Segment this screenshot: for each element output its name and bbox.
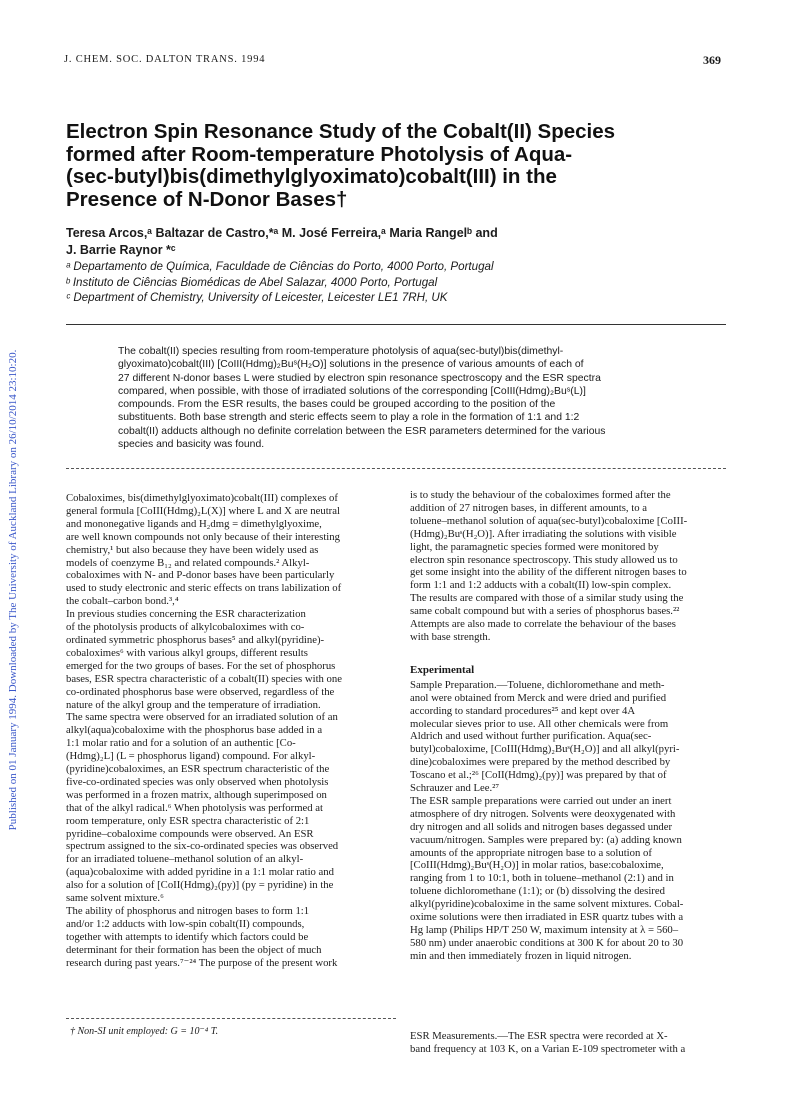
body-line: five-co-ordinated species was only observed when photolysis: [66, 775, 329, 788]
body-line: anol were obtained from Merck and were dried and purified: [410, 691, 667, 704]
affiliation-line: ᵃ Departamento de Química, Faculdade de Ciências do Porto, 4000 Porto, Portugal: [66, 260, 494, 273]
abstract-rule: [66, 468, 726, 469]
body-line: dry nitrogen and all solids and nitrogen bases degassed under: [410, 820, 673, 833]
body-line: ordinated symmetric phosphorus bases⁵ and alkyl(pyridine)-: [66, 633, 325, 646]
download-note: Published on 01 January 1994. Downloaded by The University of Auckland Library on 26/10/2014 23:10:20.: [7, 349, 19, 831]
author-line: J. Barrie Raynor *ᶜ: [66, 243, 176, 257]
body-line: together with attempts to identify which factors could be: [66, 930, 309, 943]
body-line: (Hdmg)₂L] (L = phosphorus ligand) compound. For alkyl-: [66, 750, 316, 763]
body-line: electron spin resonance spectroscopy. This study allowed us to: [410, 553, 678, 566]
article-title: [66, 121, 706, 211]
body-line: The results are compared with those of a similar study using the: [410, 592, 684, 605]
body-line: general formula [CoIII(Hdmg)₂L(X)] where L and X are neutral: [66, 504, 340, 517]
body-line: (Hdmg)₂Buˢ(H₂O)]. After irradiating the solutions with visible: [410, 527, 677, 540]
experimental-heading: Experimental: [410, 663, 475, 676]
body-line: vacuum/nitrogen. Samples were prepared by: (a) adding known: [410, 833, 682, 846]
body-line: nature of the alkyl group and the temperature of irradiation.: [66, 698, 321, 711]
abstract: [118, 345, 678, 451]
body-line: oxime solutions were then irradiated in ESR quartz tubes with a: [410, 911, 684, 924]
body-line: Attempts are also made to correlate the behaviour of the bases: [410, 618, 676, 631]
body-line: atmosphere of dry nitrogen. Solvents were deoxygenated with: [410, 807, 676, 820]
body-line: amounts of the appropriate nitrogen base to a solution of: [410, 846, 652, 859]
body-line: emerged for the two groups of bases. For the set of phosphorus: [66, 659, 336, 672]
body-line: Toscano et al.;²⁶ [CoII(Hdmg)₂(py)] was prepared by that of: [410, 769, 667, 782]
body-line: [CoIII(Hdmg)₂Buˢ(H₂O)] in molar ratios, base:cobaloxime,: [410, 859, 664, 872]
body-line: spectrum assigned to the six-co-ordinated species was observed: [66, 840, 339, 853]
left-column: [66, 492, 386, 970]
download-sidebar: [0, 150, 26, 1050]
body-line: light, the paramagnetic species formed were monitored by: [410, 540, 659, 553]
body-line: of the photolysis products of alkylcobaloximes with co-: [66, 621, 305, 634]
page-number: 369: [703, 53, 721, 67]
body-line: alkyl(aqua)cobaloxime with the phosphorus base added in a: [66, 724, 323, 737]
body-line: are well known compounds not only because of their interesting: [66, 530, 340, 543]
body-line: toluene dichloromethane (1:1); or (b) dissolving the desired: [410, 885, 665, 898]
abstract-line: glyoximato)cobalt(III) [CoIII(Hdmg)₂Buˢ(H₂O)] solutions in the presence of various amounts of each of: [118, 359, 584, 371]
body-line: The same spectra were observed for an irradiated solution of an: [66, 711, 338, 724]
body-line: The ESR sample preparations were carried out under an inert: [410, 794, 672, 807]
title-line: (sec-butyl)bis(dimethylglyoximato)cobalt(III) in the: [66, 165, 557, 188]
body-line: pyridine–cobaloxime compounds were observed. An ESR: [66, 827, 314, 840]
body-line: same cobalt compound but with a series of phosphorus bases.²²: [410, 605, 680, 618]
body-line: ESR Measurements.—The ESR spectra were recorded at X-: [410, 1030, 668, 1042]
body-line: determinant for their formation has been the object of much: [66, 943, 322, 956]
author-list: [66, 225, 666, 259]
body-line: that of the alkyl radical.⁶ When photolysis was performed at: [66, 801, 323, 814]
title-line: Presence of N-Donor Bases†: [66, 187, 348, 211]
title-line: formed after Room-temperature Photolysis of Aqua-: [66, 142, 573, 166]
body-line: room temperature, only ESR spectra characteristic of 2:1: [66, 814, 310, 827]
affiliation-line: ᶜ Department of Chemistry, University of Leicester, Leicester LE1 7RH, UK: [66, 291, 448, 304]
body-line: cobaloximes with N- and P-donor bases have been particularly: [66, 569, 335, 582]
esr-paragraph: [410, 1030, 730, 1056]
abstract-line: compared, when possible, with those of irradiated solutions of the corresponding [CoIII(Hdmg)₂Buˢ(L)]: [118, 385, 586, 397]
author-line: Teresa Arcos,ᵃ Baltazar de Castro,*ᵃ M. José Ferreira,ᵃ Maria Rangelᵇ and: [66, 226, 498, 240]
body-line: In previous studies concerning the ESR characterization: [66, 608, 306, 621]
affiliations: [66, 259, 686, 306]
body-line: also for a solution of [CoII(Hdmg)₂(py)] (py = pyridine) in the: [66, 879, 334, 892]
body-line: according to standard procedures²⁵ and kept over 4A: [410, 704, 636, 717]
body-line: alkyl(pyridine)cobaloxime in the same solvent mixtures. Cobal-: [410, 898, 684, 911]
body-line: same solvent mixture.⁶: [66, 892, 164, 905]
abstract-line: 27 different N-donor bases L were studied by electron spin resonance spectroscopy and the ESR spectra: [118, 372, 601, 384]
body-line: for an irradiated toluene–methanol solution of an alkyl-: [66, 853, 304, 866]
body-line: ranging from 1 to 10:1, both in toluene–methanol (2:1) and in: [410, 872, 674, 885]
right-column: [410, 489, 730, 963]
body-line: Schrauzer and Lee.²⁷: [410, 782, 500, 795]
body-line: Sample Preparation.—Toluene, dichloromethane and meth-: [410, 678, 665, 691]
affiliation-line: ᵇ Instituto de Ciências Biomédicas de Abel Salazar, 4000 Porto, Portugal: [66, 275, 438, 289]
abstract-line: substituents. Both base strength and steric effects seem to play a role in the formation of 1:1 and 1:2: [118, 412, 580, 424]
body-line: used to study electronic and steric effects on trans labilization of: [66, 582, 342, 595]
body-line: molecular sieves prior to use. All other chemicals were from: [410, 717, 669, 730]
body-line: is to study the behaviour of the cobaloximes formed after the: [410, 489, 671, 501]
body-line: the cobalt–carbon bond.³,⁴: [66, 595, 179, 608]
body-line: addition of 27 nitrogen bases, in different amounts, to a: [410, 501, 647, 514]
body-line: chemistry,¹ but also because they have been widely used as: [66, 543, 319, 556]
abstract-line: species and basicity was found.: [118, 438, 265, 450]
body-line: 1:1 molar ratio and for a solution of an authentic [Co-: [66, 737, 296, 750]
body-line: dine)cobaloximes were prepared by the method described by: [410, 756, 671, 769]
body-line: Aldrich and used without further purification. Aqua(sec-: [410, 730, 652, 743]
footnote-rule: [66, 1018, 396, 1019]
body-line: with base strength.: [410, 630, 491, 643]
body-line: toluene–methanol solution of aqua(sec-butyl)cobaloxime [CoIII-: [410, 514, 688, 527]
body-line: and/or 1:2 adducts with low-spin cobalt(II) compounds,: [66, 917, 305, 930]
body-line: butyl)cobaloxime, [CoIII(Hdmg)₂Buˢ(H₂O)] and all alkyl(pyri-: [410, 743, 680, 756]
body-line: 580 nm) under anaerobic conditions at 300 K for about 20 to 30: [410, 936, 684, 949]
footnote: † Non-SI unit employed: G = 10⁻⁴ T.: [70, 1026, 219, 1037]
body-line: (aqua)cobaloxime with added pyridine in a 1:1 molar ratio and: [66, 866, 334, 879]
body-line: The ability of phosphorus and nitrogen bases to form 1:1: [66, 905, 310, 917]
body-line: form 1:1 and 1:2 adducts with a cobalt(II) low-spin complex.: [410, 579, 672, 592]
body-line: get some insight into the ability of the different nitrogen bases to: [410, 566, 687, 579]
body-line: models of coenzyme B₁₂ and related compounds.² Alkyl-: [66, 556, 310, 569]
body-line: research during past years.⁷⁻²⁴ The purpose of the present work: [66, 956, 338, 969]
abstract-line: cobalt(II) adducts although no definite correlation between the ESR parameters determined for the various: [118, 425, 606, 437]
journal-header: J. CHEM. SOC. DALTON TRANS. 1994: [64, 54, 266, 65]
title-line: Electron Spin Resonance Study of the Cobalt(II) Species: [66, 120, 616, 143]
body-line: cobaloximes⁶ with various alkyl groups, different results: [66, 646, 308, 659]
body-line: and mononegative ligands and H₂dmg = dimethylglyoxime,: [66, 517, 322, 530]
abstract-line: The cobalt(II) species resulting from room-temperature photolysis of aqua(sec-butyl)bis(dimethyl-: [118, 346, 564, 357]
header-rule: [66, 324, 726, 325]
abstract-line: compounds. From the ESR results, the bases could be grouped according to the position of the: [118, 399, 556, 410]
body-line: min and then immediately frozen in liquid nitrogen.: [410, 949, 632, 962]
body-line: (pyridine)cobaloximes, an ESR spectrum characteristic of the: [66, 763, 330, 776]
body-line: Hg lamp (Philips HP/T 250 W, maximum intensity at λ = 560–: [410, 924, 679, 936]
body-line: band frequency at 103 K, on a Varian E-109 spectrometer with a: [410, 1042, 686, 1055]
body-line: bases, ESR spectra characteristic of a cobalt(II) species with one: [66, 672, 342, 685]
body-line: was performed in a frozen matrix, although superimposed on: [66, 788, 327, 801]
body-line: co-ordinated phosphorus base were observed, regardless of the: [66, 685, 335, 698]
body-line: Cobaloximes, bis(dimethylglyoximato)cobalt(III) complexes of: [66, 492, 338, 504]
